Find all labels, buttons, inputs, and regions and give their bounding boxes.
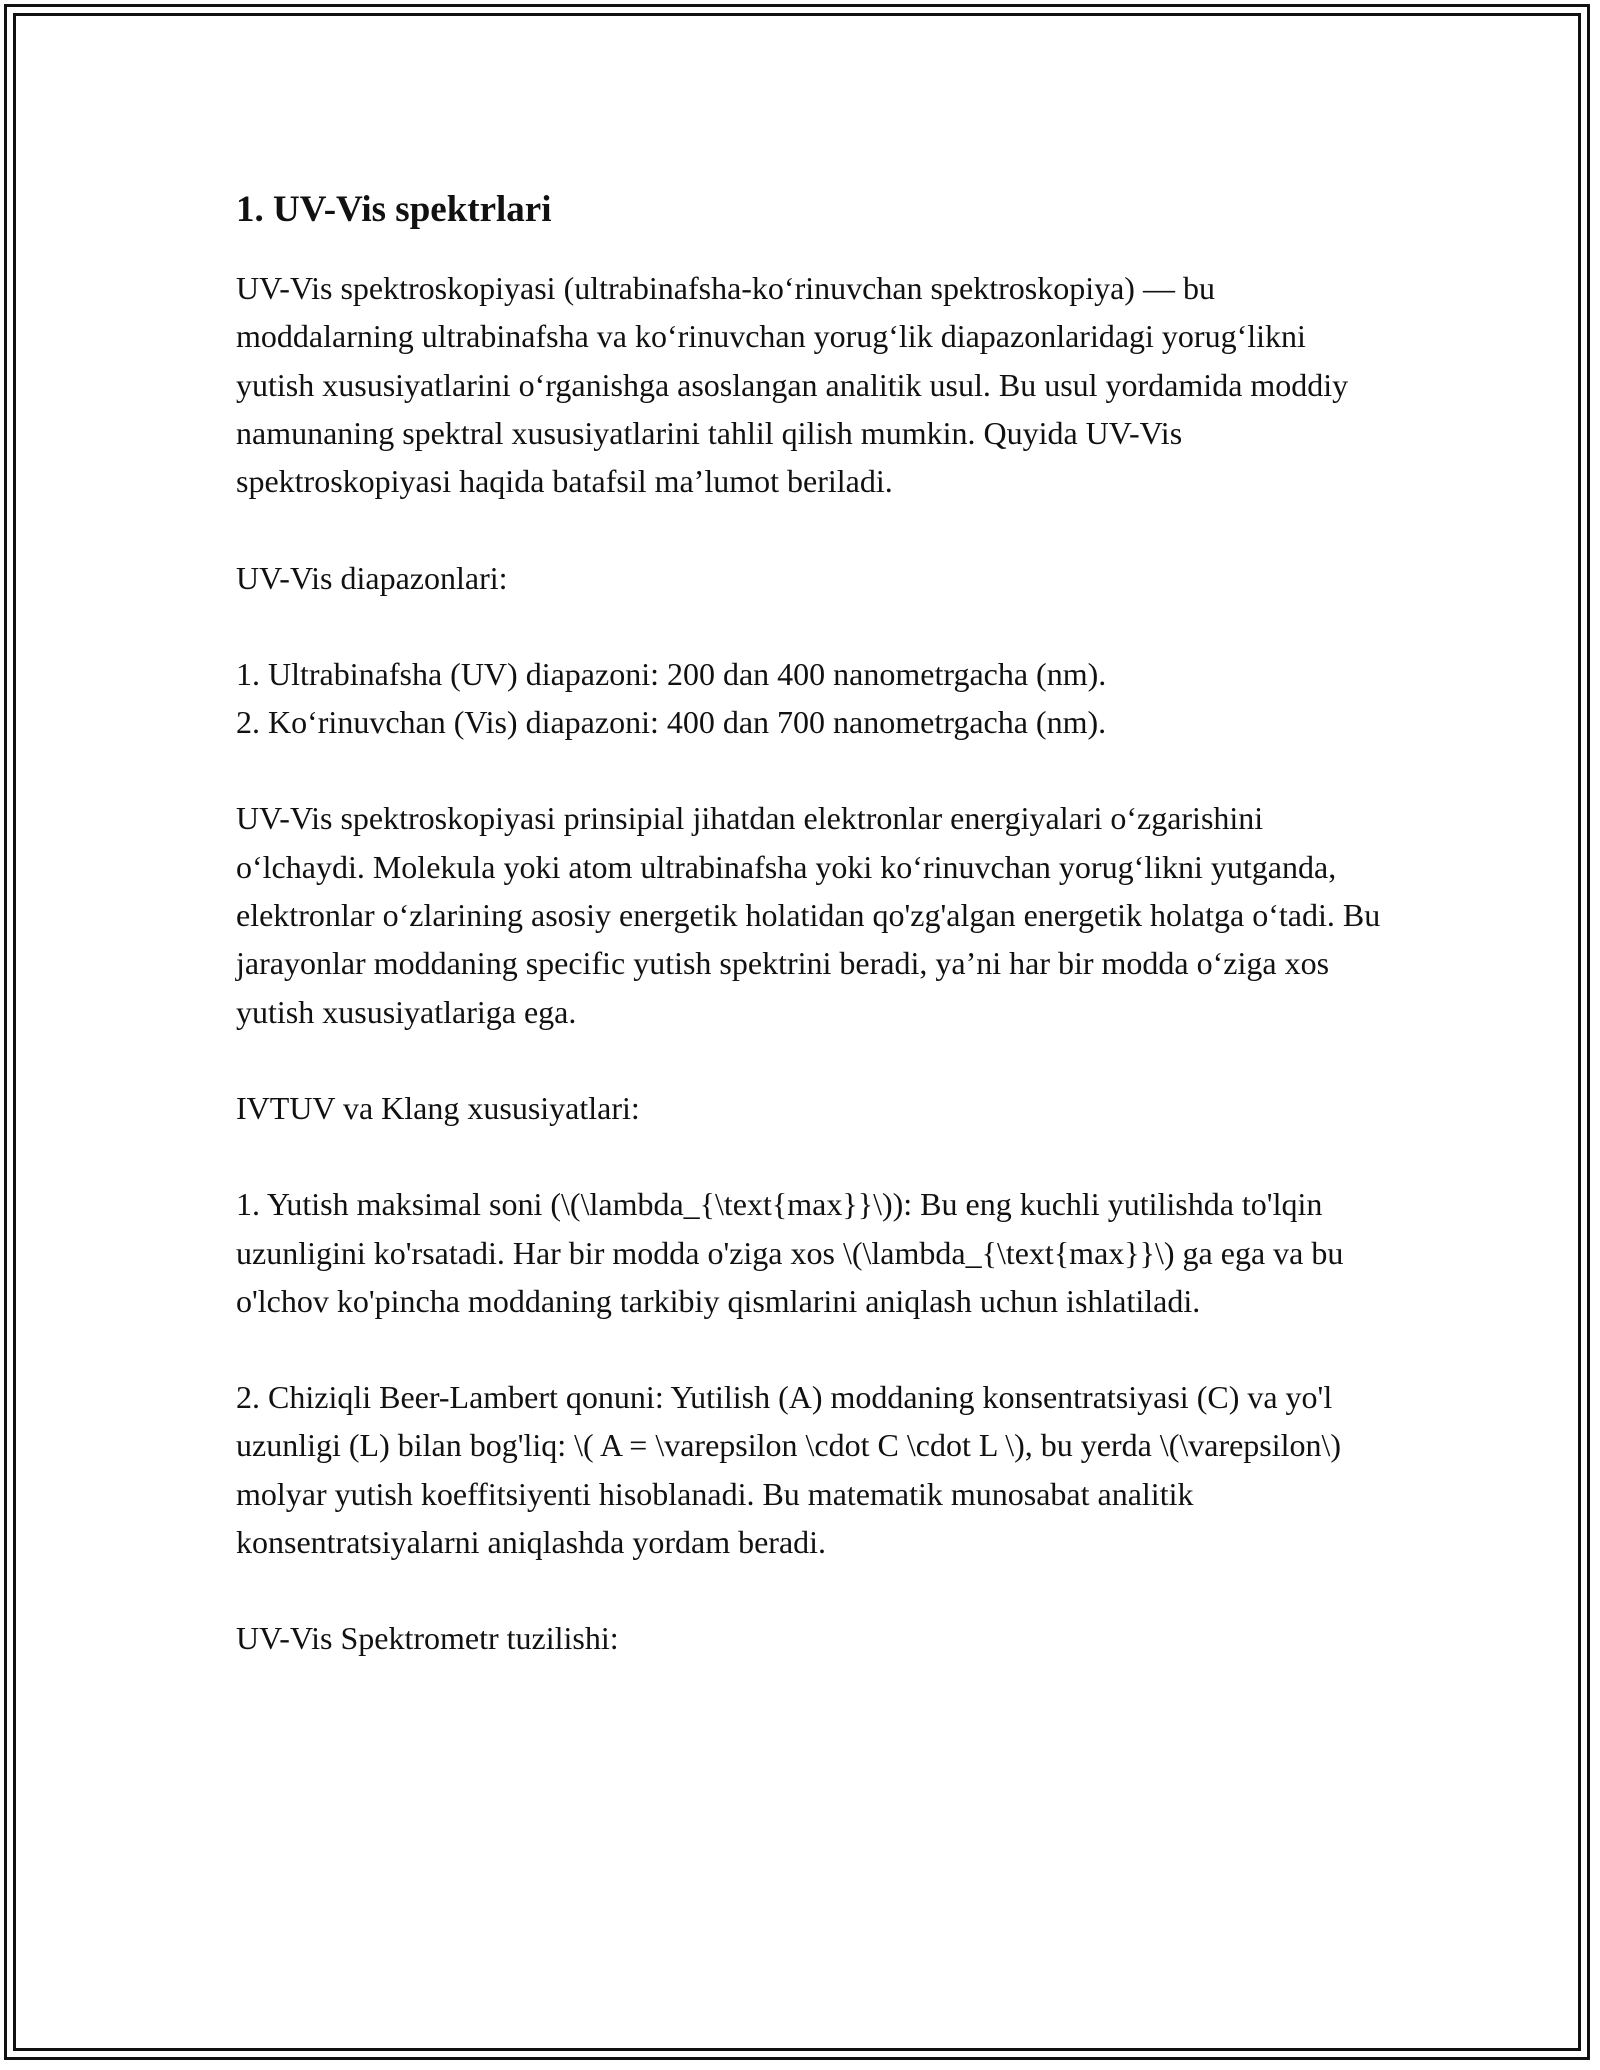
structure-title: UV-Vis Spektrometr tuzilishi: [236,1620,619,1657]
range-item-uv: 1. Ultrabinafsha (UV) diapazoni: 200 dan 400 nanometrgacha (nm). [236,655,1107,692]
properties-title: IVTUV va Klang xususiyatlari: [236,1089,640,1126]
ranges-title: UV-Vis diapazonlari: [236,559,508,596]
range-item-vis: 2. Koʻrinuvchan (Vis) diapazoni: 400 dan 700 nanometrgacha (nm). [236,704,1107,741]
property-item-lambda-max: 1. Yutish maksimal soni (\(\lambda_{\text{max}}\)): Bu eng kuchli yutilishda to'lqin uzunligini ko'rsatadi. Har bir modda o'ziga xos \(\lambda_{\text{max}}\) ga ega va bu o'lchov ko'pincha moddaning tarkibiy qismlarini aniqlash uchun ishlatiladi. [236,1186,1344,1319]
intro-paragraph: UV-Vis spektroskopiyasi (ultrabinafsha-koʻrinuvchan spektroskopiya) — bu moddalarning ultrabinafsha va koʻrinuvchan yorugʻlik diapazonlaridagi yorugʻlikni yutish xususiyatlarini oʻrganishga asoslangan analitik usul. Bu usul yordamida moddiy namunaning spektral xususiyatlarini tahlil qilish mumkin. Quyida UV-Vis spektroskopiyasi haqida batafsil ma’lumot beriladi. [236,270,1349,500]
document-body [236,186,1386,1711]
principle-paragraph: UV-Vis spektroskopiyasi prinsipial jihatdan elektronlar energiyalari oʻzgarishini oʻlchaydi. Molekula yoki atom ultrabinafsha yoki koʻrinuvchan yorugʻlikni yutganda, elektronlar oʻzlarining asosiy energetik holatidan qo'zg'algan energetik holatga oʻtadi. Bu jarayonlar moddaning specific yutish spektrini beradi, ya’ni har bir modda oʻziga xos yutish xususiyatlariga ega. [236,800,1381,1030]
property-item-beer-lambert: 2. Chiziqli Beer-Lambert qonuni: Yutilish (A) moddaning konsentratsiyasi (C) va yo'l uzunligi (L) bilan bog'liq: \( A = \varepsilon \cdot C \cdot L \), bu yerda \(\varepsilon\) molyar yutish koeffitsiyenti hisoblanadi. Bu matematik munosabat analitik konsentratsiyalarni aniqlashda yordam beradi. [236,1379,1342,1561]
section-heading: 1. UV-Vis spektrlari [236,189,552,230]
